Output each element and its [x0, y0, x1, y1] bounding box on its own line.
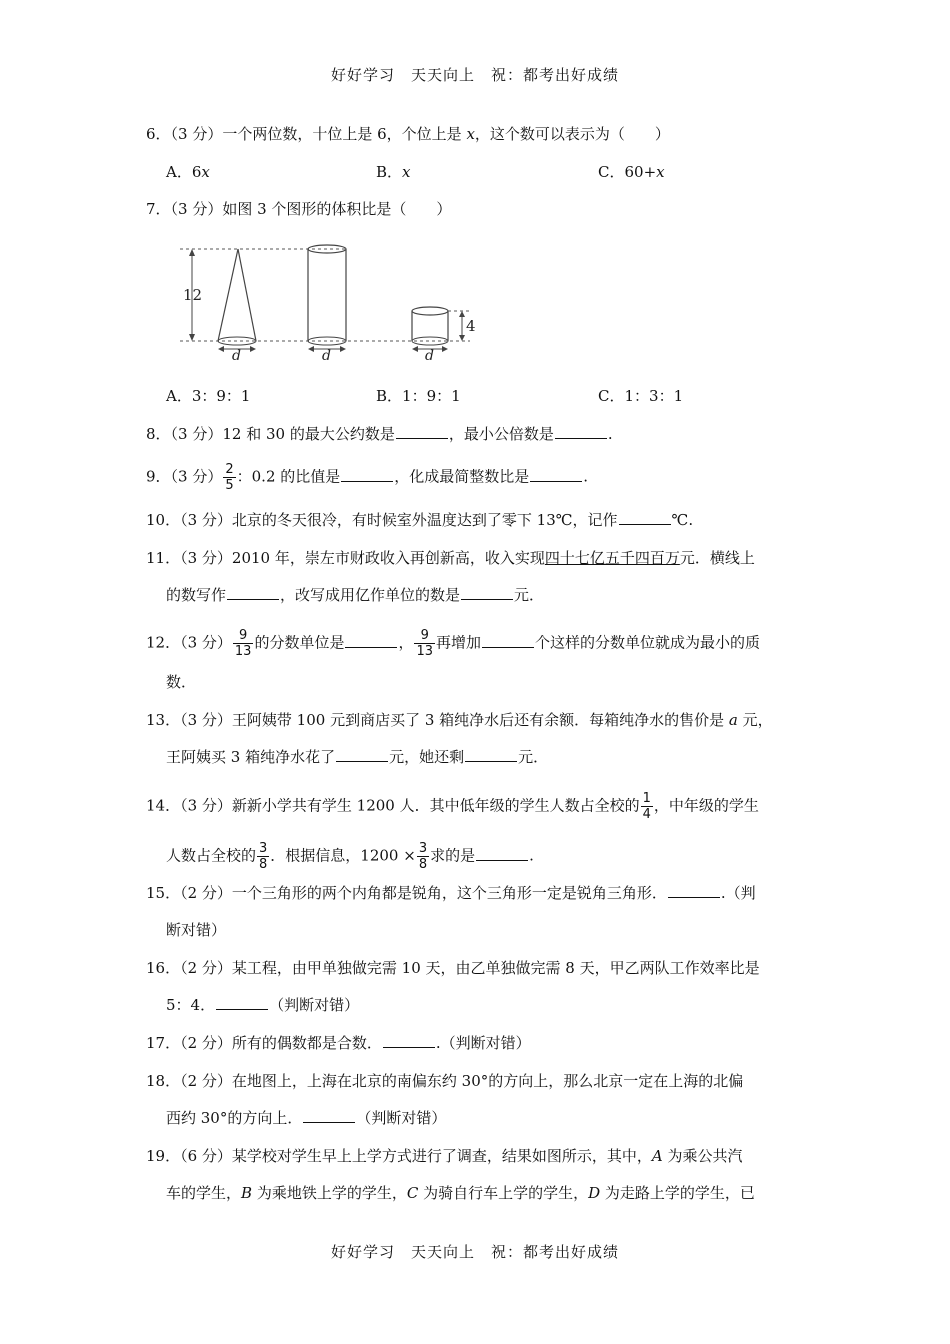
question-13-line-2: 王阿姨买 3 箱纯净水花了 元，她还剩 元． [166, 748, 549, 766]
q7-option-b: B．1：9：1 [376, 387, 461, 405]
q16-blank[interactable] [216, 995, 268, 1010]
q12-fraction-2: $\frac{9}{13}$ [416, 628, 434, 659]
page-header: 好好学习 天天向上 祝：都考出好成绩 [330, 66, 619, 84]
q6-option-b: B．x [376, 163, 411, 181]
question-8: 8．（3 分）12 和 30 的最大公约数是 ，最小公倍数是 . [146, 425, 613, 443]
q7-figure [170, 236, 490, 376]
q15-blank[interactable] [668, 883, 720, 898]
question-18-line-2: 西约 30°的方向上． （判断对错） [166, 1109, 447, 1127]
q6-text-end: ，这个数可以表示为（ ） [474, 125, 670, 143]
q12-blank-2[interactable] [482, 633, 534, 648]
question-18: 18．（2 分）在地图上，上海在北京的南偏东约 30°的方向上，那么北京一定在上海的北偏 [146, 1072, 744, 1090]
question-14-line-2: 人数占全校的 $\frac{3}{8}$ ．根据信息，1200 × $\frac{3}{8}$ 求的是 . [166, 841, 534, 872]
question-15: 15．（2 分）一个三角形的两个内角都是锐角，这个三角形一定是锐角三角形． .（判 [146, 884, 756, 902]
height-label-12: 12 [183, 286, 203, 304]
q14-fraction-3: $\frac{3}{8}$ [418, 841, 428, 872]
page-footer: 好好学习 天天向上 祝：都考出好成绩 [330, 1243, 619, 1261]
question-7: 7．（3 分）如图 3 个图形的体积比是（ ） [146, 200, 452, 218]
q8-blank-1[interactable] [396, 424, 448, 439]
q14-fraction-1: $\frac{1}{4}$ [642, 791, 651, 822]
cone-shape [218, 249, 256, 364]
question-16-line-2: 5：4． （判断对错） [166, 996, 360, 1014]
q7-option-a: A．3：9：1 [166, 387, 251, 405]
q9-blank-2[interactable] [530, 467, 582, 482]
q9-blank-1[interactable] [341, 467, 393, 482]
question-19: 19．（6 分）某学校对学生早上上学方式进行了调查，结果如图所示，其中，A 为乘公共汽 [146, 1147, 743, 1165]
cone-d-label: d [232, 348, 241, 364]
question-17: 17．（2 分）所有的偶数都是合数． .（判断对错） [146, 1034, 531, 1052]
q18-blank[interactable] [303, 1108, 355, 1123]
q10-blank[interactable] [619, 510, 671, 525]
question-19-line-2: 车的学生，B 为乘地铁上学的学生，C 为骑自行车上学的学生，D 为走路上学的学生，已 [166, 1184, 755, 1202]
q14-blank[interactable] [476, 846, 528, 861]
question-11: 11．（3 分）2010 年，崇左市财政收入再创新高，收入实现四十七亿五千四百万元．横线上 [146, 549, 755, 567]
q7-option-c: C．1：3：1 [598, 387, 684, 405]
question-9: 9．（3 分） $\frac{2}{5}$ ：0.2 的比值是 ，化成最简整数比是 . [146, 462, 589, 493]
question-16: 16．（2 分）某工程，由甲单独做完需 10 天，由乙单独做完需 8 天，甲乙两队工作效率比是 [146, 959, 760, 977]
q11-blank-1[interactable] [227, 585, 279, 600]
question-6 [146, 122, 670, 146]
height-label-4: 4 [466, 317, 476, 335]
q14-fraction-2: $\frac{3}{8}$ [259, 841, 268, 872]
q8-blank-2[interactable] [555, 424, 607, 439]
q12-blank-1[interactable] [345, 633, 397, 648]
question-12: 12．（3 分） $\frac{9}{13}$ 的分数单位是 ， $\frac{9}{13}$ 再增加 个这样的分数单位就成为最小的质 [146, 628, 761, 659]
question-15-line-2: 断对错） [166, 921, 227, 939]
short-cylinder-shape [412, 307, 476, 364]
question-12-line-2: 数． [166, 673, 197, 691]
tall-cylinder-shape [308, 245, 346, 364]
q6-var: x [466, 125, 475, 143]
q9-fraction: $\frac{2}{5}$ [225, 462, 234, 493]
q6-option-a: A．6x [166, 163, 210, 181]
question-13: 13．（3 分）王阿姨带 100 元到商店买了 3 箱纯净水后还有余额．每箱纯净水的售价是 a 元， [146, 711, 773, 729]
q13-blank-1[interactable] [336, 747, 388, 762]
question-11-line-2: 的数写作 ，改写成用亿作单位的数是 元． [166, 586, 545, 604]
q11-underlined-number: 四十七亿五千四百万 [544, 549, 680, 567]
question-10: 10．（3 分）北京的冬天很冷，有时候室外温度达到了零下 13℃，记作 ℃. [146, 511, 694, 529]
short-cylinder-d-label: d [425, 348, 434, 364]
q17-blank[interactable] [383, 1033, 435, 1048]
tall-cylinder-d-label: d [322, 348, 331, 364]
q11-blank-2[interactable] [461, 585, 513, 600]
q6-option-c: C．60+x [598, 163, 665, 181]
q13-blank-2[interactable] [465, 747, 517, 762]
question-14: 14．（3 分）新新小学共有学生 1200 人．其中低年级的学生人数占全校的 $\frac{1}{4}$ ，中年级的学生 [146, 791, 759, 822]
q6-text: 6．（3 分）一个两位数，十位上是 6，个位上是 [146, 125, 467, 143]
q12-fraction-1: $\frac{9}{13}$ [234, 628, 252, 659]
